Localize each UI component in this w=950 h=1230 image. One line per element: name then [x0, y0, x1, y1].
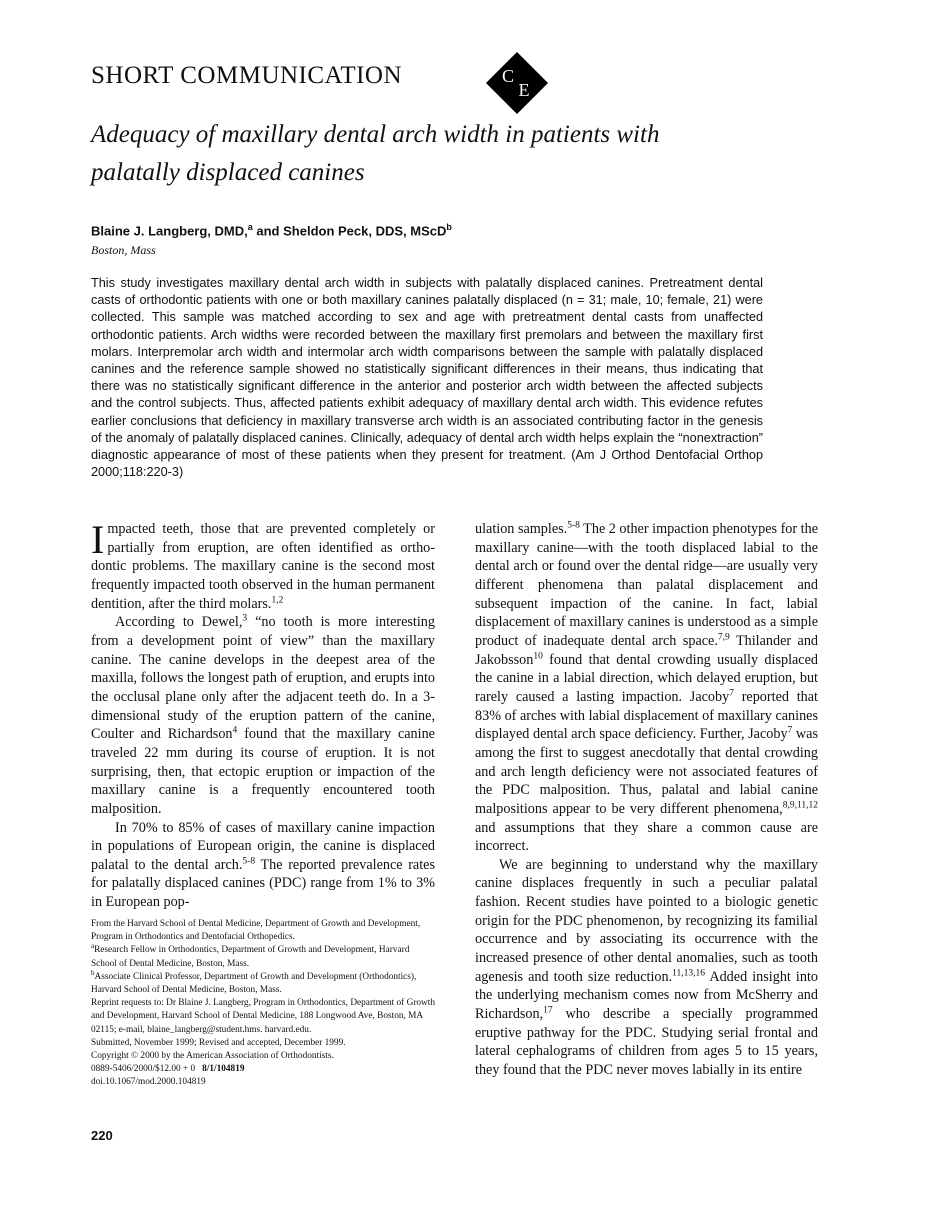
- badge-diamond: [486, 52, 548, 114]
- text-run: was among the first to suggest anecdotally that dental crowding and arch length deficiency were not associated features of the PDC malposition. Thus, palatal and labial canine malpositions appear to be very different phenomena,: [475, 726, 818, 817]
- text-run: and assumptions that they share a common cause are incorrect.: [475, 819, 818, 855]
- reference-sup: 7: [787, 725, 793, 736]
- text-run: found that the maxillary canine traveled 22 mm during its course of eruption. It is not surprising, then, that ectopic eruption or impaction of the maxillary canine is a frequently encountered tooth malposition.: [91, 726, 435, 817]
- badge-letter-e: E: [518, 80, 530, 100]
- reference-sup: 7,9: [717, 632, 730, 643]
- author-2: Sheldon Peck, DDS, MScD: [283, 223, 447, 239]
- issn-text: 0889-5406/2000/$12.00 + 0: [91, 1064, 196, 1075]
- text-run: “no tooth is more interesting from a development point of view” than the maxillary canine. The canine develops in the deepest area of the maxilla, follows the longest path of eruption, and erupts into the occlusal plane only after the adjacent teeth do. In a 3-dimensional study of the eruption pattern of the canine, Coulter and Richardson: [91, 614, 435, 743]
- text-run: Thilander and Jakobsson: [475, 632, 819, 668]
- footnote-submitted: Submitted, November 1999; Revised and accepted, December 1999.: [91, 1037, 346, 1048]
- body-paragraph: [475, 856, 818, 1080]
- drop-cap: I: [91, 517, 105, 562]
- text-run: reported that 83% of arches with labial displacement of maxillary canines displayed dental arch space deficiency. Further, Jacoby: [475, 688, 818, 743]
- text-run: We are beginning to understand why the maxillary canine displaces frequently in such a peculiar palatal fashion. Recent studies have pointed to a biologic genetic origin for the PDC phenomenon, by recognizing its familial occurrence and by associating its occurrence with the increased presence of other dental anomalies, such as tooth agenesis and tooth size reduction.: [475, 856, 818, 985]
- footnote-a: [91, 944, 435, 970]
- footnote-b: [91, 968, 435, 997]
- body-paragraph: [91, 613, 435, 818]
- affiliation: Boston, Mass: [91, 243, 156, 257]
- author-1: Blaine J. Langberg, DMD,: [91, 223, 248, 239]
- reference-sup: 17: [543, 1005, 553, 1016]
- text-run: ulation samples.: [475, 521, 568, 537]
- reference-sup: 3: [242, 613, 248, 624]
- footnote-reprint: Reprint requests to: Dr Blaine J. Langberg, Program in Orthodontics, Department of Growth and Development, Harvard School of Dental Medicine, 188 Longwood Ave, Boston, MA 02115; e-mail, blaine_langberg@student.hms. harvard.edu.: [91, 998, 436, 1035]
- reference-sup: 4: [232, 725, 238, 736]
- text-run: The reported prevalence rates for palatally displaced canines (PDC) range from 1% to 3% in European pop-: [91, 856, 435, 911]
- article-title: [91, 116, 791, 192]
- reference-sup: 5-8: [242, 856, 256, 867]
- author-1-affil-sup: a: [247, 222, 253, 232]
- text-run: In 70% to 85% of cases of maxillary canine impaction in populations of European origin, the canine is displaced palatal to the dental arch.: [91, 819, 435, 873]
- title-line-2: palatally displaced canines: [91, 159, 365, 186]
- reference-sup: 8,9,11,12: [782, 800, 818, 811]
- reference-sup: 5-8: [567, 520, 580, 531]
- reference-sup: 1,2: [271, 594, 284, 605]
- author-2-affil-sup: b: [446, 222, 452, 232]
- text-run: mpacted teeth, those that are prevented completely or partially from eruption, are often identified as orthodontic problems. The maxillary canine is the second most frequently impacted tooth observed in the human permanent dentition, after the third molars.: [91, 521, 435, 612]
- footnote-sup: a: [91, 942, 95, 951]
- text-run: According to Dewel,: [115, 614, 243, 631]
- footnote-copyright: Copyright © 2000 by the American Association of Orthodontists.: [91, 1051, 334, 1062]
- body-paragraph: [475, 520, 818, 856]
- body-paragraph: [91, 517, 435, 613]
- page-number: 220: [91, 1128, 113, 1143]
- issn-code: 8/1/104819: [202, 1064, 245, 1075]
- footnote-from: From the Harvard School of Dental Medicine, Department of Growth and Development, Program in Orthodontics and Dentofacial Orthopedics.: [91, 919, 421, 943]
- section-label: SHORT COMMUNICATION: [91, 62, 403, 89]
- author-line: [91, 222, 452, 238]
- text-run: The 2 other impaction phenotypes for the maxillary canine—with the tooth displaced labial to the dental arch or found over the dental ridge—are usually very different phenomena than palatal displacement and subsequent impaction of the canine. In fact, labial displacement of maxillary canines is understood as a simple product of inadequate dental arch space.: [475, 521, 818, 649]
- reference-sup: 11,13,16: [672, 968, 706, 979]
- reference-sup: 10: [533, 650, 543, 661]
- text-run: who describe a specially programmed eruptive pathway for the PDC. Studying serial frontal and lateral cephalograms of children from ages 5 to 15 years, they found that the PDC never moves labially in its entire: [475, 1006, 818, 1079]
- body-paragraph: [91, 819, 435, 912]
- title-line-1: Adequacy of maxillary dental arch width in patients with: [91, 121, 660, 148]
- text-run: Added insight into the underlying mechanism comes now from McSherry and Richardson,: [475, 968, 818, 1023]
- footnote-text: Associate Clinical Professor, Department of Growth and Development (Orthodontics), Harvard School of Dental Medicine, Boston, Mass.: [91, 971, 417, 996]
- author-joiner: and: [252, 223, 284, 239]
- reference-sup: 7: [729, 688, 734, 699]
- badge-letter-c: C: [501, 66, 515, 86]
- abstract: This study investigates maxillary dental arch width in subjects with palatally displaced canines. Pretreatment dental casts of orthodontic patients with one or both maxillary canines palatally displaced (n = 31; male, 10; female, 21) were collected. This sample was matched according to sex and age with pretreatment dental casts from unaffected orthodontic patients. Arch widths were recorded between the maxillary first premolars and between the maxillary first molars. Interpremolar arch width and intermolar arch width comparisons between the sample with palatally displaced canines and the reference sample showed no statistically significant differences in their means, thus indicating that there was no statistically significant difference in the anterior and posterior arch width between the affected subjects and the control subjects. Thus, affected patients exhibit adequacy of maxillary dental arch width. This evidence refutes earlier conclusions that deficiency in maxillary transverse arch width is an associated contributing factor in the genesis of the anomaly of palatally displaced canines. Clinically, adequacy of dental arch width helps explain the “nonextraction” diagnostic appearance of most of these patients when they present for treatment. (Am J Orthod Dentofacial Orthop 2000;118:220-3): [91, 276, 763, 480]
- body-column-right: [475, 520, 818, 1080]
- footnote-sup: b: [91, 968, 95, 977]
- footnote-text: Research Fellow in Orthodontics, Department of Growth and Development, Harvard School of Dental Medicine, Boston, Mass.: [91, 945, 410, 969]
- body-column-left: [91, 517, 435, 912]
- footnote-issn: [91, 1063, 435, 1076]
- footnotes: [91, 918, 435, 1090]
- continuing-education-badge-icon: [486, 52, 548, 114]
- footnote-doi: doi.10.1067/mod.2000.104819: [91, 1077, 206, 1088]
- text-run: found that dental crowding usually displaced the canine in a labial direction, which delayed eruption, but rarely caused a lasting impaction. Jacoby: [475, 651, 818, 705]
